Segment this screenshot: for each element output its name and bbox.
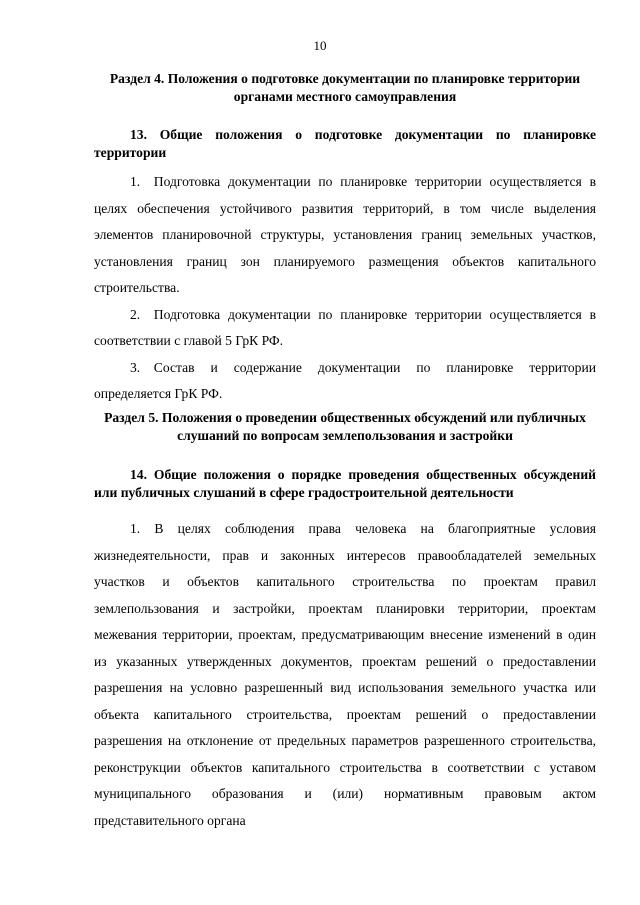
article-13-heading-text: 13. Общие положения о подготовке документации по планировке территории: [94, 127, 596, 160]
article-13-heading: [94, 126, 596, 162]
section-5-heading: [94, 409, 596, 445]
article-14-heading: [94, 466, 596, 502]
article-14-heading-text: 14. Общие положения о порядке проведения общественных обсуждений или публичных слушаний в сфере градостроительной деятельности: [94, 467, 596, 500]
section-5-title: Раздел 5. Положения о проведении общественных обсуждений или публичных слушаний по вопросам землепользования и застройки: [104, 410, 586, 443]
article-13-paragraph-2: 2. Подготовка документации по планировке территории осуществляется в соответствии с главой 5 ГрК РФ.: [94, 306, 596, 348]
article-13: [94, 126, 596, 408]
article-13-paragraph-3: 3. Состав и содержание документации по планировке территории определяется ГрК РФ.: [94, 359, 596, 401]
article-14-paragraph-1: 1. В целях соблюдения права человека на благоприятные условия жизнедеятельности, прав и законных интересов правообладателей земельных участков и объектов капитального строительства по проектам правил землепользования и застройки, проектам планировки территории, проектам межевания территории, проектам, предусматривающим внесение изменений в один из указанных утвержденных документов, проектам решений о предоставлении разрешения на условно разрешенный вид использования земельного участка или объекта капитального строительства, проектам решений о предоставлении разрешения на отклонение от предельных параметров разрешенного строительства, реконструкции объектов капитального строительства в соответствии с уставом муниципального образования и (или) нормативным правовым актом представительного органа: [94, 521, 596, 828]
page-number: 10: [313, 38, 327, 53]
article-13-paragraph-1: 1. Подготовка документации по планировке территории осуществляется в целях обеспечения устойчивого развития территорий, в том числе выделения элементов планировочной структуры, установления границ земельных участков, установления границ зон планируемого размещения объектов капитального строительства.: [94, 174, 596, 295]
article-14: [94, 466, 596, 834]
section-4-title: Раздел 4. Положения о подготовке документации по планировке территории органами местного самоуправления: [109, 71, 581, 104]
section-4-heading: [94, 70, 596, 106]
